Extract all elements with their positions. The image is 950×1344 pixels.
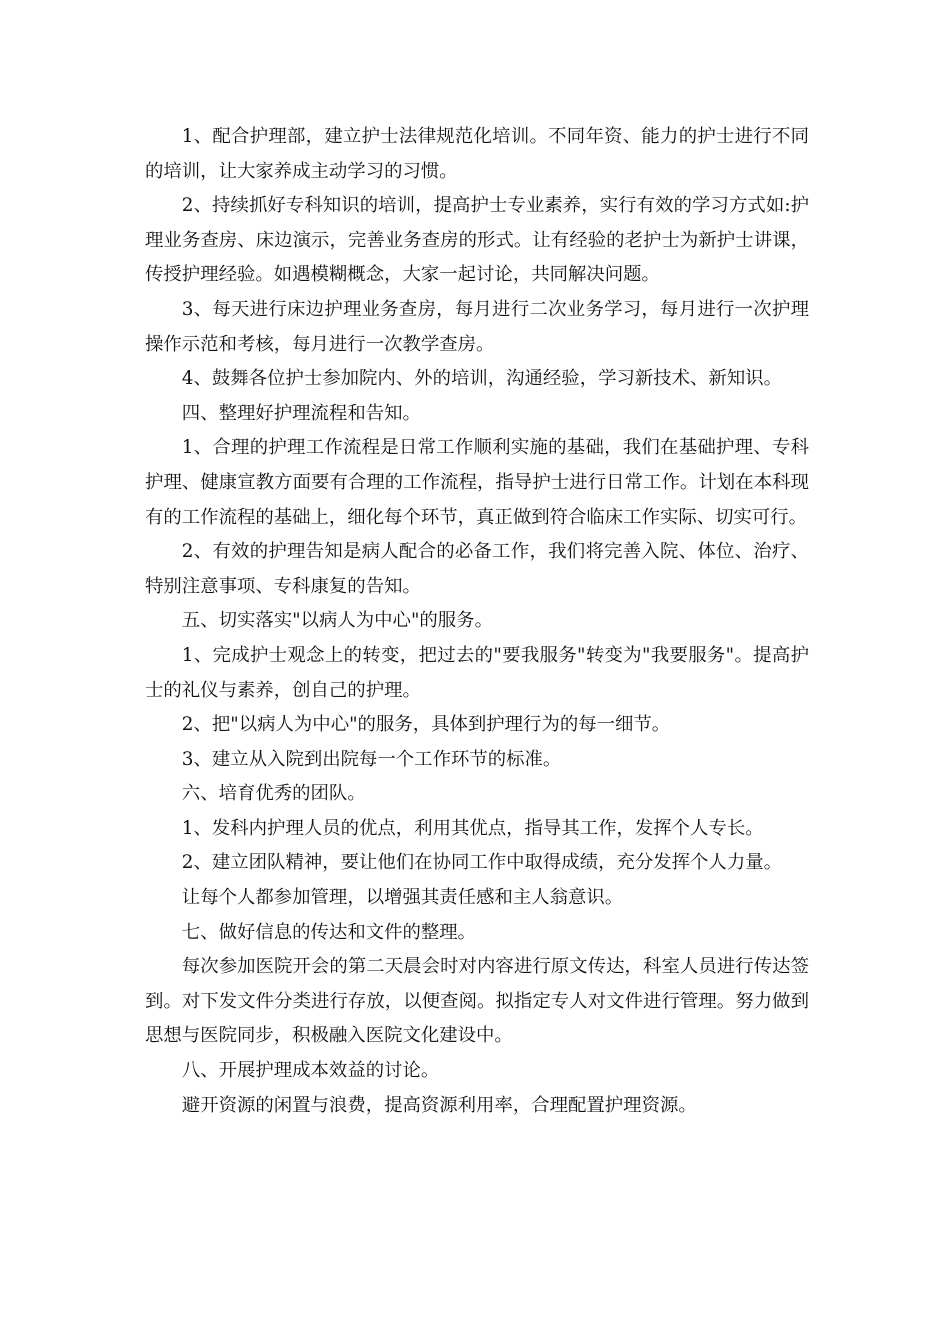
section-heading-5: 五、切实落实"以病人为中心"的服务。 [181, 610, 493, 632]
paragraph-training-4: 4、鼓舞各位护士参加院内、外的培训，沟通经验，学习新技术、新知识。 [181, 368, 782, 390]
paragraph-service-2: 2、把"以病人为中心"的服务，具体到护理行为的每一细节。 [181, 714, 671, 736]
paragraph-training-2: 2、持续抓好专科知识的培训，提高护士专业素养，实行有效的学习方式如:护理业务查房、床边演示，完善业务查房的形式。让有经验的老护士为新护士讲课，传授护理经验。如遇模糊概念，大家一起讨论，共同解决问题。 [145, 195, 809, 286]
paragraph-process-2: 2、有效的护理告知是病人配合的必备工作，我们将完善入院、体位、治疗、特别注意事项、专科康复的告知。 [145, 541, 809, 597]
paragraph-training-3: 3、每天进行床边护理业务查房，每月进行二次业务学习，每月进行一次护理操作示范和考核，每月进行一次教学查房。 [145, 298, 809, 355]
paragraph-training-1: 1、配合护理部，建立护士法律规范化培训。不同年资、能力的护士进行不同的培训，让大家养成主动学习的习惯。 [145, 126, 809, 182]
paragraph-cost-1: 避开资源的闲置与浪费，提高资源利用率，合理配置护理资源。 [181, 1094, 697, 1116]
section-heading-6: 六、培育优秀的团队。 [181, 783, 366, 805]
paragraph-team-3: 让每个人都参加管理，以增强其责任感和主人翁意识。 [181, 887, 624, 909]
paragraph-info-1: 每次参加医院开会的第二天晨会时对内容进行原文传达，科室人员进行传达签到。对下发文件分类进行存放，以便查阅。拟指定专人对文件进行管理。努力做到思想与医院同步，积极融入医院文化建设中。 [145, 956, 809, 1047]
paragraph-service-1: 1、完成护士观念上的转变，把过去的"要我服务"转变为"我要服务"。提高护士的礼仪与素养，创自己的护理。 [145, 644, 809, 701]
section-heading-4: 四、整理好护理流程和告知。 [181, 402, 421, 424]
paragraph-process-1: 1、合理的护理工作流程是日常工作顺利实施的基础，我们在基础护理、专科护理、健康宣教方面要有合理的工作流程，指导护士进行日常工作。计划在本科现有的工作流程的基础上，细化每个环节，真正做到符合临床工作实际、切实可行。 [145, 437, 809, 528]
paragraph-team-2: 2、建立团队精神，要让他们在协同工作中取得成绩，充分发挥个人力量。 [181, 852, 782, 874]
document-body [145, 120, 809, 1123]
paragraph-team-1: 1、发科内护理人员的优点，利用其优点，指导其工作，发挥个人专长。 [181, 817, 764, 839]
paragraph-service-3: 3、建立从入院到出院每一个工作环节的标准。 [181, 748, 562, 770]
section-heading-8: 八、开展护理成本效益的讨论。 [181, 1060, 440, 1082]
section-heading-7: 七、做好信息的传达和文件的整理。 [181, 921, 477, 943]
